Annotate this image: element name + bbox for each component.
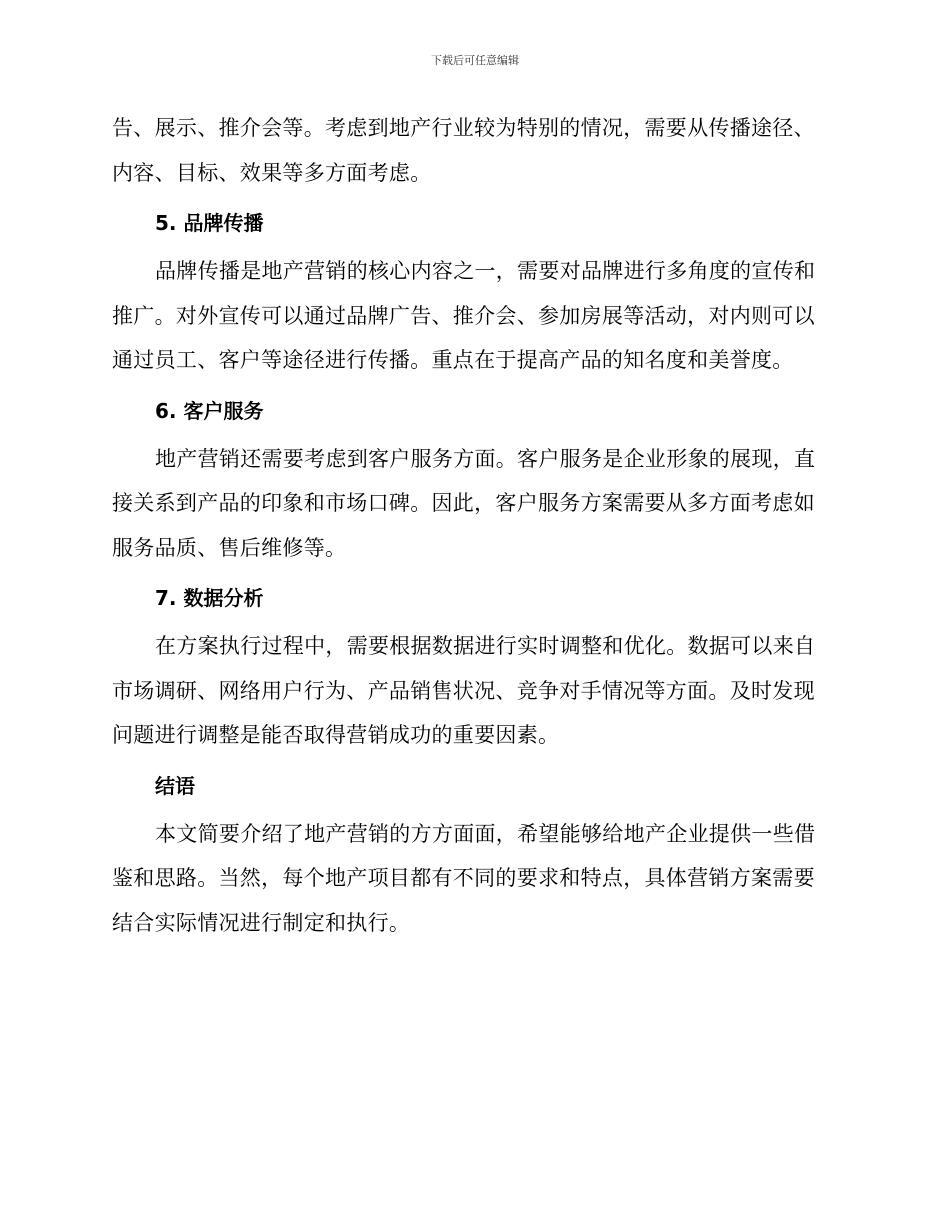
section-heading: 6. 客户服务: [155, 398, 264, 423]
section-heading: 7. 数据分析: [155, 586, 264, 610]
section-customer-service: [112, 389, 834, 571]
section-brand-communication: [112, 201, 834, 383]
section-paragraph: 在方案执行过程中，需要根据数据进行实时调整和优化。数据可以来自市场调研、网络用户行为、产品销售状况、竞争对手情况等方面。及时发现问题进行调整是能否取得营销成功的重要因素。: [112, 634, 816, 747]
page-header: 下载后可任意编辑: [431, 54, 519, 67]
section-paragraph: 品牌传播是地产营销的核心内容之一，需要对品牌进行多角度的宣传和推广。对外宣传可以通过品牌广告、推介会、参加房展等活动，对内则可以通过员工、客户等途径进行传播。重点在于提高产品的知名度和美誉度。: [112, 259, 816, 372]
section-conclusion: [112, 764, 834, 946]
section-paragraph: 本文简要介绍了地产营销的方方面面，希望能够给地产企业提供一些借鉴和思路。当然，每个地产项目都有不同的要求和特点，具体营销方案需要结合实际情况进行制定和执行。: [112, 821, 816, 935]
section-paragraph: 地产营销还需要考虑到客户服务方面。客户服务是企业形象的展现，直接关系到产品的印象和市场口碑。因此，客户服务方案需要从多方面考虑如服务品质、售后维修等。: [112, 446, 816, 560]
document-body: [112, 106, 834, 945]
intro-paragraph: 告、展示、推介会等。考虑到地产行业较为特别的情况，需要从传播途径、内容、目标、效果等多方面考虑。: [112, 116, 815, 185]
section-data-analysis: [112, 576, 834, 758]
section-heading: 结语: [155, 773, 195, 798]
section-heading: 5. 品牌传播: [155, 211, 264, 235]
